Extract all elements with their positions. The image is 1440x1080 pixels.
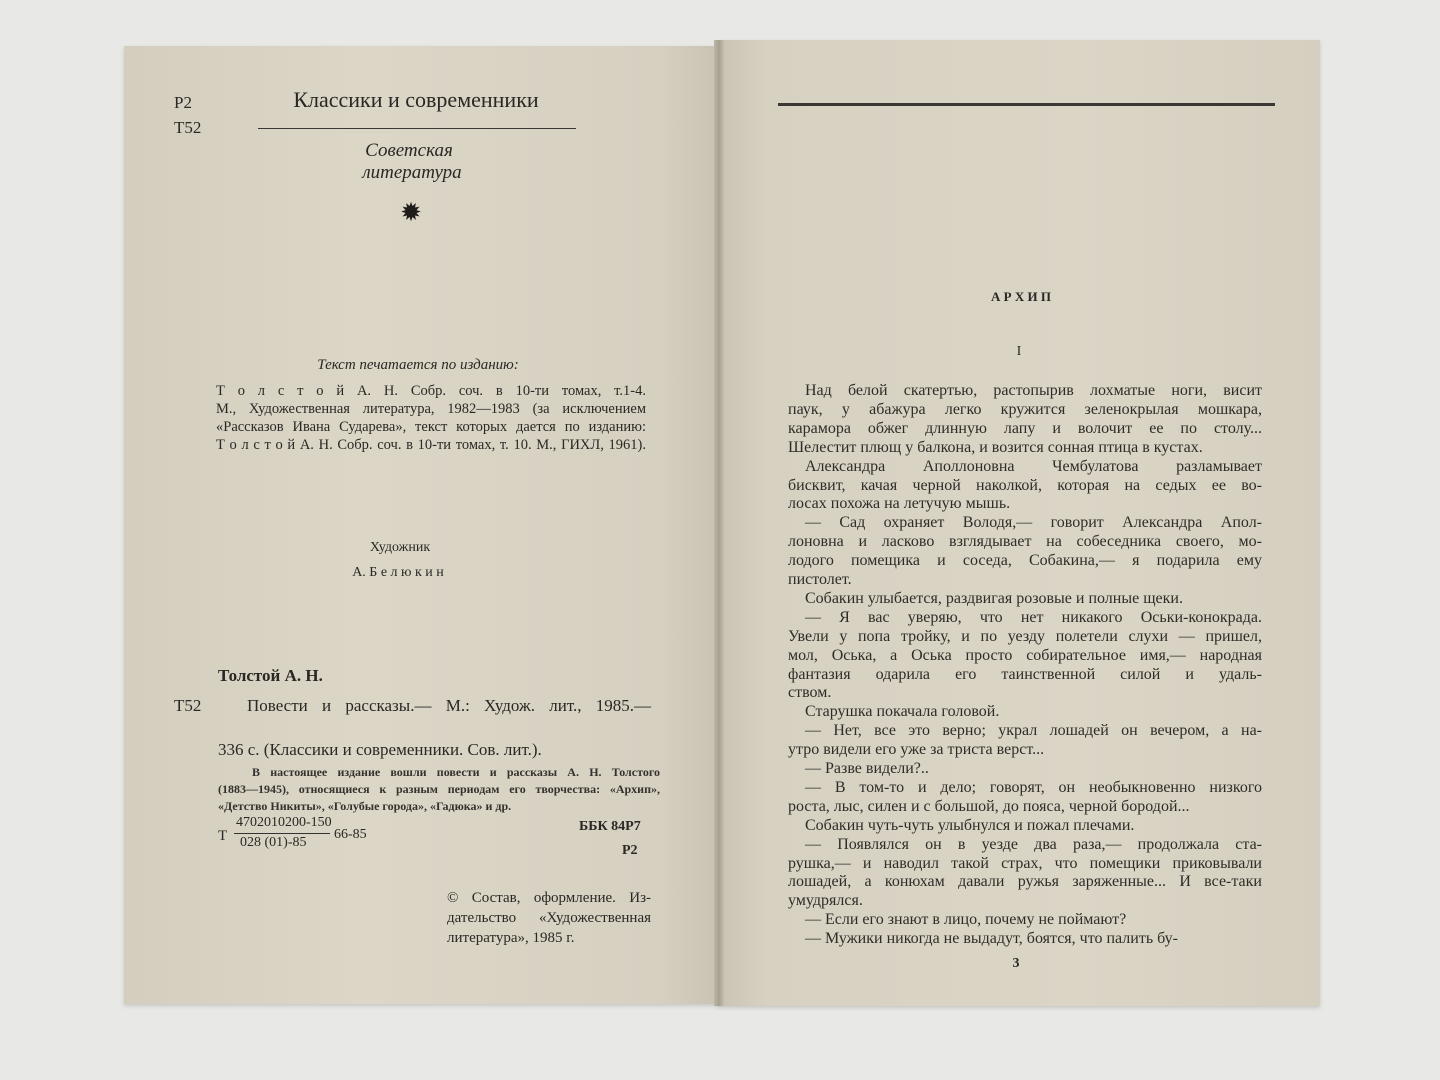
index-letter: Т <box>218 828 228 844</box>
series-title: Классики и современники <box>293 87 539 112</box>
text-line: пистолет. <box>788 571 852 588</box>
text-line: Увели у попа тройку, и по уезду полетели слухи — пришел, <box>788 627 1262 645</box>
text-line: Собакин улыбается, раздвигая розовые и полные щеки. <box>805 589 1183 607</box>
text-line: роста, лыс, силен и с большой, до пояса, черной бородой... <box>788 797 1190 815</box>
annotation-line: «Детство Никиты», «Голубые города», «Гадюка» и др. <box>218 799 512 813</box>
star-emblem-icon: ✹ <box>400 198 422 227</box>
catalog-pages: 336 с. (Классики и современники. Сов. лит.). <box>218 740 542 759</box>
header-rule <box>778 103 1275 106</box>
catalog-code: Т52 <box>174 696 202 715</box>
subseries-line1: Советская <box>365 140 453 161</box>
source-line: М., Художественная литература, 1982—1983 (за исключением <box>216 401 646 417</box>
text-line: Собакин чуть-чуть улыбнулся и пожал плечами. <box>805 816 1135 834</box>
text-line: ством. <box>788 684 832 702</box>
text-line: — Появлялся он в уезде два раза,— продолжала ста- <box>805 835 1262 853</box>
bbk-sub: Р2 <box>622 843 638 858</box>
text-line: бисквит, качая черной наколкой, которая на седых ее во- <box>788 476 1262 494</box>
source-line: Т о л с т о й А. Н. Собр. соч. в 10-ти томах, т.1-4. <box>216 383 646 399</box>
chapter-number: I <box>1016 344 1022 359</box>
text-line: — Мужики никогда не выдадут, боятся, что палить бу- <box>805 930 1178 948</box>
copyright-line: © Состав, оформление. Из- <box>447 890 651 906</box>
text-line: рушка,— и наводил такой страх, что помещики приковывали <box>788 854 1262 872</box>
index-denominator: 028 (01)-85 <box>240 835 307 850</box>
text-line: Александра Аполлоновна Чембулатова разламывает <box>805 457 1262 475</box>
subseries-line2: литература <box>362 162 462 183</box>
text-line: Над белой скатертью, растопырив лохматые ноги, висит <box>805 382 1262 399</box>
text-line: лосах похожа на летучую мышь. <box>788 495 1011 513</box>
book-spine-gutter <box>714 40 724 1006</box>
story-title: А Р Х И П <box>991 289 1051 304</box>
text-line: карамора обжег длинную лапу и волочит ее по столу... <box>788 419 1262 437</box>
text-line: — Разве видели?.. <box>805 760 929 777</box>
left-page <box>124 46 720 1004</box>
text-line: — Если его знают в лицо, почему не поймают? <box>805 911 1127 929</box>
text-line: мол, Оська, а Оська просто собирательное имя,— народная <box>788 646 1262 664</box>
text-line: — Я вас уверяю, что нет никакого Оськи-конокрада. <box>805 608 1262 626</box>
text-line: лоновна и ласково взглядывает на собеседника своего, мо- <box>788 533 1262 551</box>
text-line: Шелестит плющ у балкона, и возится сонная птица в кустах. <box>788 438 1203 456</box>
index-fraction-bar <box>234 833 330 834</box>
artist-name: А. Б е л ю к и н <box>352 565 444 580</box>
text-line: умудрялся. <box>788 892 863 910</box>
source-line: Т о л с т о й А. Н. Собр. соч. в 10-ти томах, т. 10. М., ГИХЛ, 1961). <box>216 437 646 453</box>
catalog-title: Повести и рассказы.— М.: Худож. лит., 1985.— <box>247 696 651 715</box>
text-line: — В том-то и дело; говорят, он необыкновенно низкого <box>805 778 1262 796</box>
annotation-line: (1883—1945), относящиеся к разным периодам его творчества: «Архип», <box>218 782 660 796</box>
page-number: 3 <box>1012 956 1020 971</box>
artist-label: Художник <box>369 540 431 555</box>
author-name: Толстой А. Н. <box>218 666 323 685</box>
text-line: фантазия одарила его таинственной силой и удаль- <box>788 665 1262 683</box>
bbk-code: ББК 84Р7 <box>579 819 641 834</box>
text-line: лошадей, а конюхам давали ружья заряженные... И все-таки <box>788 873 1262 891</box>
text-line: Старушка покачала головой. <box>805 703 1000 721</box>
copyright-line: дательство «Художественная <box>447 910 651 926</box>
source-line: «Рассказов Ивана Сударева», текст которых дается по изданию: <box>216 419 646 435</box>
classification-bottom: Т52 <box>174 118 202 137</box>
index-suffix: 66-85 <box>334 827 367 842</box>
text-line: — Нет, все это верно; украл лошадей он вечером, а на- <box>805 722 1262 740</box>
index-numerator: 4702010200-150 <box>236 815 332 830</box>
text-line: паук, у абажура легко кружится зеленокрылая мошкара, <box>788 400 1262 418</box>
text-line: утро видели его уже за триста верст... <box>788 741 1045 759</box>
copyright-line: литература», 1985 г. <box>447 930 575 946</box>
series-rule <box>258 128 576 129</box>
text-line: лодого помещика и соседа, Собакина,— я подарила ему <box>788 552 1262 570</box>
text-line: — Сад охраняет Володя,— говорит Александра Апол- <box>805 514 1262 532</box>
classification-top: Р2 <box>174 93 192 112</box>
source-heading: Текст печатается по изданию: <box>317 357 519 373</box>
annotation-line: В настоящее издание вошли повести и рассказы А. Н. Толстого <box>252 765 660 779</box>
